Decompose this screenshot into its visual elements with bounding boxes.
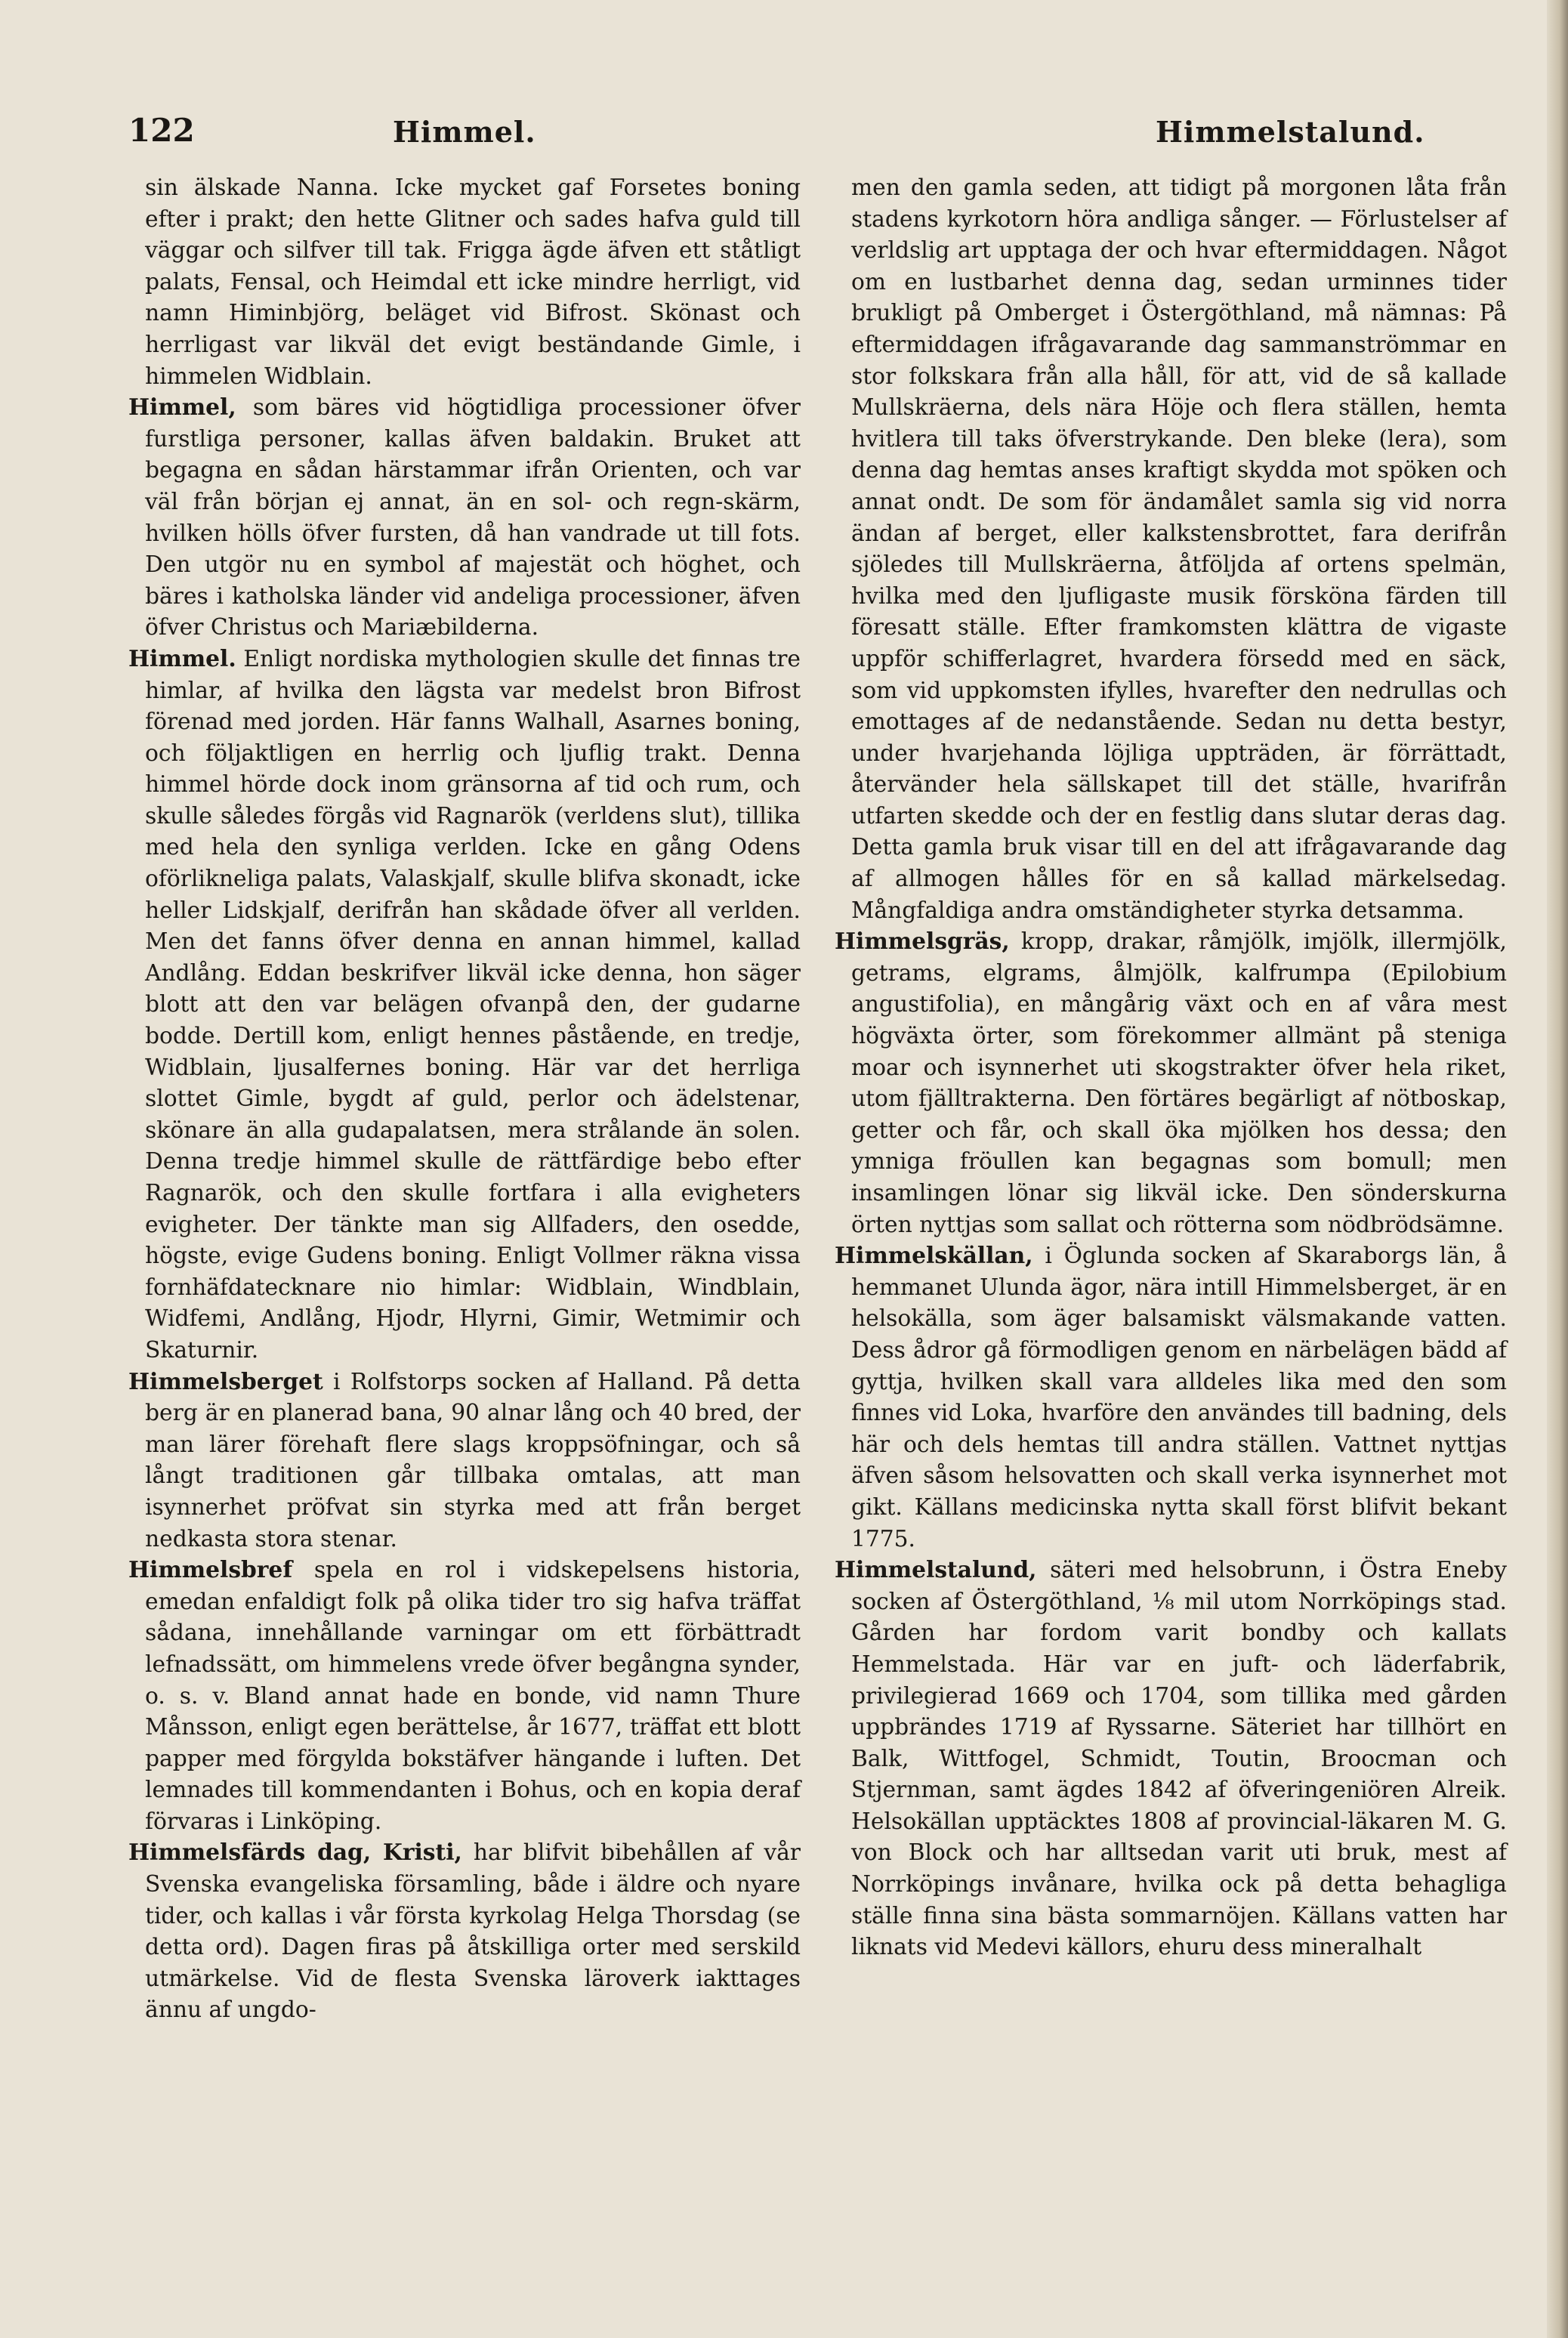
entry [835, 1555, 1507, 1963]
entry [128, 1367, 801, 1555]
entry-text: spela en rol i vidskepelsens historia, emedan enfaldigt folk på olika tider tro sig hafva träffat sådana, innehållande varningar om ett förbättradt lefnadssätt, om himmelens vrede öfver begångna synder, o. s. v. Bland annat hade en bonde, vid namn Thure Månsson, enligt egen berättelse, år 1677, träffat ett blott papper med förgylda bokstäfver hängande i luften. Det lemnades till kommendanten i Bohus, och en kopia deraf förvaras i Linköping. [145, 1557, 801, 1835]
headword: Himmelskällan, [835, 1243, 1033, 1270]
page-number: 122 [128, 112, 195, 149]
headword: Himmelstalund, [835, 1557, 1037, 1584]
right-column [835, 172, 1507, 1963]
page-edge [1547, 0, 1568, 2338]
entry [128, 172, 801, 392]
entry-text: men den gamla seden, att tidigt på morgonen låta från stadens kyrkotorn höra andliga sånger. — Förlustelser af verldslig art upptaga der och hvar eftermiddagen. Något om en lustbarhet denna dag, sedan urminnes tider brukligt på Omberget i Östergöthland, må nämnas: På eftermiddagen ifrågavarande dag sammanströmmar en stor folkskara från alla håll, för att, vid de så kallade Mullskräerna, dels nära Höje och flera ställen, hemta hvitlera till taks öfverstrykande. Den bleke (lera), som denna dag hemtas anses kraftigt skydda mot spöken och annat ondt. De som för ändamålet samla sig vid norra ändan af berget, eller kalkstensbrottet, fara derifrån sjöledes till Mullskräerna, åtföljda af ortens spelmän, hvilka med den ljufligaste musik försköna färden till föresatt ställe. Efter framkomsten klättra de vigaste uppför schifferlagret, hvardera försedd med en säck, som vid uppkomsten ifylles, hvarefter den nedrullas och emottages af de nedanstående. Sedan nu detta bestyr, under hvarjehanda löjliga uppträden, är förrättadt, återvänder hela sällskapet till det ställe, hvarifrån utfarten skedde och der en festlig dans slutar deras dag. Detta gamla bruk visar till en del att ifrågavarande dag af allmogen hålles för en så kallad märkelsedag. Mångfaldiga andra omständigheter styrka detsamma. [851, 175, 1507, 924]
entry-text: har blifvit bibehållen af vår Svenska evangeliska församling, både i äldre och nyare tider, och kallas i vår första kyrkolag Helga Thorsdag (se detta ord). Dagen firas på åtskilliga orter med serskild utmärkelse. Vid de flesta Svenska läroverk iakttages ännu af ungdo- [145, 1839, 801, 2024]
entry [128, 1837, 801, 2026]
running-head-left: Himmel. [393, 115, 536, 149]
entry-text: sin älskade Nanna. Icke mycket gaf Forsetes boning efter i prakt; den hette Glitner och sades hafva guld till väggar och silfver till tak. Frigga ägde äfven ett ståtligt palats, Fensal, och Heimdal ett icke mindre herrligt, vid namn Himinbjörg, beläget vid Bifrost. Skönast och herrligast var likväl det evigt beständande Gimle, i himmelen Widblain. [145, 175, 801, 390]
headword: Himmel, [128, 394, 236, 422]
entry-text: Enligt nordiska mythologien skulle det finnas tre himlar, af hvilka den lägsta var medelst bron Bifrost förenad med jorden. Här fanns Walhall, Asarnes boning, och följaktligen en herrlig och ljuflig trakt. Denna himmel hörde dock inom gränsorna af tid och rum, och skulle således förgås vid Ragnarök (verldens slut), tillika med hela den synliga verlden. Icke en gång Odens oförlikneliga palats, Valaskjalf, skulle blifva skonadt, icke heller Lidskjalf, derifrån han skådade öfver all verlden. Men det fanns öfver denna en annan himmel, kallad Andlång. Eddan beskrifver likväl icke denna, hon säger blott att den var belägen ofvanpå den, der gudarne bodde. Dertill kom, enligt hennes påstående, en tredje, Widblain, ljusalfernes boning. Här var det herrliga slottet Gimle, bygdt af guld, perlor och ädelstenar, skönare än alla gudapalatsen, mera strålande än solen. Denna tredje himmel skulle de rättfärdige bebo efter Ragnarök, och den skulle fortfara i alla evigheters evigheter. Der tänkte man sig Allfaders, den osedde, högste, evige Gudens boning. Enligt Vollmer räkna vissa fornhäfdatecknare nio himlar: Widblain, Windblain, Widfemi, Andlång, Hjodr, Hlyrni, Gimir, Wetmimir och Skaturnir. [145, 645, 801, 1364]
headword: Himmel. [128, 645, 236, 672]
headword: Himmelsfärds dag, Kristi, [128, 1839, 462, 1867]
running-head-right: Himmelstalund. [1156, 115, 1425, 149]
entry [128, 392, 801, 644]
entry-text: säteri med helsobrunn, i Östra Eneby socken af Östergöthland, ⅛ mil utom Norrköpings stad. Gården har fordom varit bondby och kallats Hemmelstada. Här var en juft- och läderfabrik, privilegierad 1669 och 1704, som tillika med gården uppbrändes 1719 af Ryssarne. Säteriet har tillhört en Balk, Wittfogel, Schmidt, Toutin, Broocman och Stjernman, samt ägdes 1842 af öfveringeniören Alreik. Helsokällan upptäcktes 1808 af provincial-läkaren M. G. von Block och har alltsedan varit uti bruk, mest af Norrköpings invånare, hvilka ock på detta behagliga ställe finna sina bästa sommarnöjen. Källans vatten har liknats vid Medevi källors, ehuru dess mineralhalt [851, 1557, 1507, 1961]
left-column [128, 172, 801, 2026]
entry-text: som bäres vid högtidliga processioner öfver furstliga personer, kallas äfven baldakin. Bruket att begagna en sådan härstammar ifrån Orienten, och var väl från början ej annat, än en sol- och regn-skärm, hvilken hölls öfver fursten, då han vandrade ut till fots. Den utgör nu en symbol af majestät och höghet, och bäres i katholska länder vid andeliga processioner, äfven öfver Christus och Mariæbilderna. [145, 394, 801, 641]
entry [835, 172, 1507, 926]
entry [835, 1240, 1507, 1555]
page-header [128, 112, 1495, 150]
entry-text: i Rolfstorps socken af Halland. På detta berg är en planerad bana, 90 alnar lång och 40 bred, der man lärer förehaft flere slags kroppsöfningar, och så långt traditionen går tillbaka omtalas, att man isynnerhet pröfvat sin styrka med att från berget nedkasta stora stenar. [145, 1368, 801, 1552]
entry-text: i Öglunda socken af Skaraborgs län, å hemmanet Ulunda ägor, nära intill Himmelsberget, är en helsokälla, som äger balsamiskt välsmakande vatten. Dess ådror gå förmodligen genom en närbelägen bädd af gyttja, hvilken skall vara alldeles lika med den som finnes vid Loka, hvarföre den användes till badning, dels här och dels hemtas till andra ställen. Vattnet nyttjas äfven såsom helsovatten och skall verka isynnerhet mot gikt. Källans medicinska nytta skall först blifvit bekant 1775. [851, 1243, 1507, 1552]
entry [128, 644, 801, 1367]
headword: Himmelsgräs, [835, 928, 1010, 956]
entry-text: kropp, drakar, råmjölk, imjölk, illermjölk, getrams, elgrams, ålmjölk, kalfrumpa (Epilobium angustifolia), en mångårig växt och en af våra mest högväxta örter, som förekommer allmänt på steniga moar och isynnerhet uti skogstrakter öfver hela riket, utom fjälltrakterna. Den förtäres begärligt af nötboskap, getter och får, och skall öka mjölken hos dessa; den ymniga fröullen kan begagnas som bomull; men insamlingen lönar sig likväl icke. Den sönderskurna örten nyttjas som sallat och rötterna som nödbrödsämne. [851, 928, 1507, 1238]
headword: Himmelsberget [128, 1368, 323, 1395]
headword: Himmelsbref [128, 1557, 293, 1584]
entry [835, 926, 1507, 1240]
entry [128, 1555, 801, 1837]
